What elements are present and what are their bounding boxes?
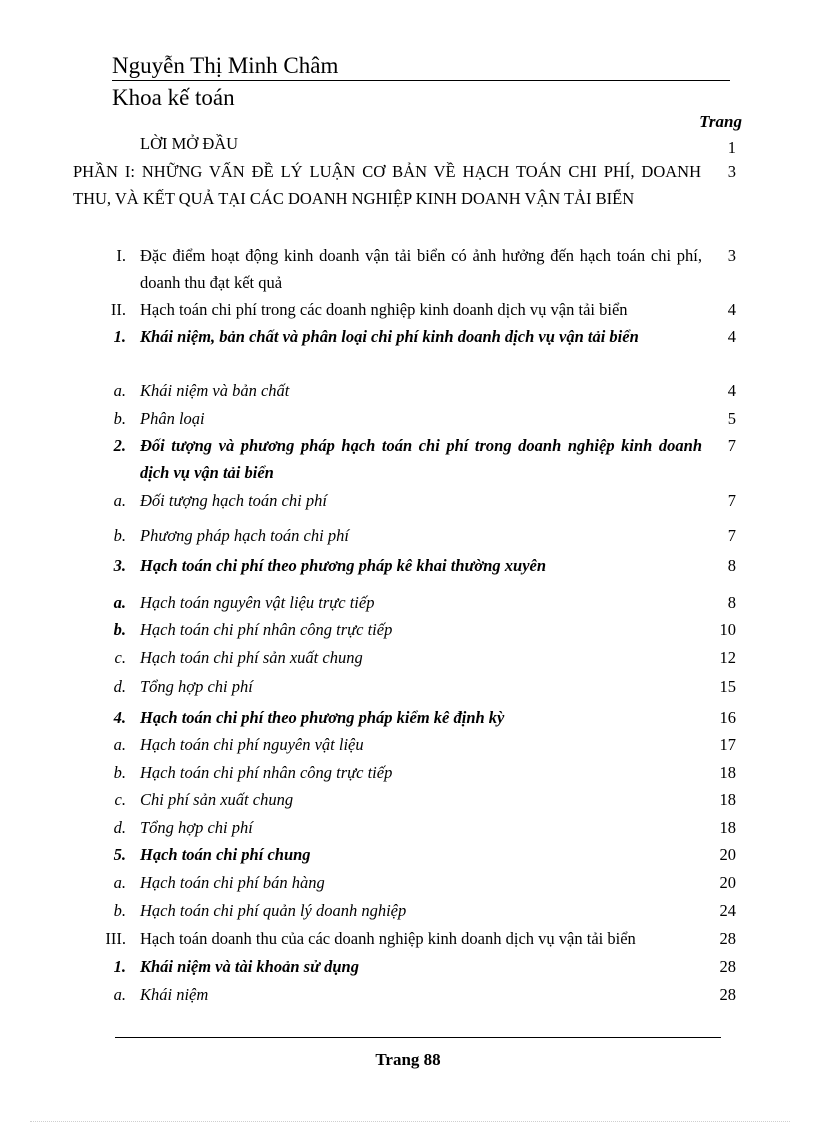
toc-entry-page: 28	[719, 985, 736, 1004]
toc-entry-number: b.	[113, 901, 126, 920]
toc-entry-text: Hạch toán chi phí sản xuất chung	[140, 648, 363, 667]
toc-entry-text: LỜI MỞ ĐẦU	[140, 134, 239, 153]
toc-entry-page: 18	[719, 763, 736, 782]
toc-entry-number: b.	[113, 409, 126, 428]
toc-entry-page: 28	[719, 929, 736, 948]
toc-entry-number: a.	[113, 735, 126, 754]
toc-entry-page: 12	[719, 648, 736, 667]
toc-entry-number: b.	[113, 526, 126, 545]
toc-entry-page: 20	[719, 845, 736, 864]
page-edge-dotted-line	[30, 1121, 790, 1122]
toc-entry-number: b.	[113, 620, 126, 639]
toc-entry-number: 3.	[113, 556, 126, 575]
author-name: Nguyễn Thị Minh Châm	[112, 53, 339, 78]
toc-entry-text: Khái niệm, bản chất và phân loại chi phí kinh doanh dịch vụ vận tải biển	[140, 327, 639, 346]
page-number: Trang 88	[375, 1050, 441, 1069]
toc-entry-text: Hạch toán chi phí theo phương pháp kiểm kê định kỳ	[140, 708, 505, 727]
toc-entry-number: II.	[110, 300, 126, 319]
toc-entry-page: 24	[719, 901, 736, 920]
toc-entry-number: c.	[114, 648, 126, 667]
toc-entry-page: 16	[719, 708, 736, 727]
toc-entry-page: 15	[719, 677, 736, 696]
toc-entry-page: 18	[719, 818, 736, 837]
page-column-label: Trang	[699, 112, 742, 131]
toc-entry-text: Hạch toán doanh thu của các doanh nghiệp kinh doanh dịch vụ vận tải biển	[140, 929, 636, 948]
toc-entry-text: Đối tượng và phương pháp hạch toán chi phí trong doanh nghiệp kinh doanh dịch vụ vận tải biển	[140, 436, 702, 482]
toc-entry-text: Hạch toán chi phí bán hàng	[140, 873, 325, 892]
toc-entry-number: c.	[114, 790, 126, 809]
faculty-name: Khoa kế toán	[112, 85, 235, 110]
toc-entry-number: 4.	[113, 708, 126, 727]
toc-entry-text: Hạch toán chi phí trong các doanh nghiệp kinh doanh dịch vụ vận tải biển	[140, 300, 628, 319]
toc-entry-page: 20	[719, 873, 736, 892]
toc-entry-page: 4	[727, 300, 736, 319]
toc-entry-text: Phương pháp hạch toán chi phí	[140, 526, 349, 545]
toc-entry-text: Khái niệm và tài khoản sử dụng	[140, 957, 359, 976]
toc-entry-text: Hạch toán chi phí theo phương pháp kê khai thường xuyên	[140, 556, 547, 575]
toc-entry-number: a.	[113, 985, 126, 1004]
toc-entry-page: 8	[727, 556, 736, 575]
toc-entry-text: Hạch toán chi phí nhân công trực tiếp	[140, 620, 393, 639]
toc-entry-text: Khái niệm và bản chất	[140, 381, 290, 400]
toc-entry-number: d.	[113, 818, 126, 837]
toc-entry-text: PHẦN I: NHỮNG VẤN ĐỀ LÝ LUẬN CƠ BẢN VỀ HẠCH TOÁN CHI PHÍ, DOANH THU, VÀ KẾT QUẢ TẠI CÁC DOANH NGHIỆP KINH DOANH VẬN TẢI BIỂN	[73, 162, 701, 208]
toc-entry-text: Chi phí sản xuất chung	[140, 790, 294, 809]
toc-entry-text: Đặc điểm hoạt động kinh doanh vận tải biển có ảnh hưởng đến hạch toán chi phí, doanh thu đạt kết quả	[140, 246, 702, 292]
toc-entry-number: 2.	[113, 436, 126, 455]
toc-entry-page: 1	[727, 138, 736, 157]
toc-entry-text: Hạch toán nguyên vật liệu trực tiếp	[140, 593, 375, 612]
toc-entry-page: 4	[727, 381, 736, 400]
toc-entry-number: a.	[113, 593, 126, 612]
toc-entry-page: 3	[727, 162, 736, 181]
toc-entry-page: 4	[727, 327, 736, 346]
toc-entry-text: Hạch toán chi phí quản lý doanh nghiệp	[140, 901, 407, 920]
toc-entry-number: b.	[113, 763, 126, 782]
toc-entry-page: 3	[727, 246, 736, 265]
toc-entry-text: Phân loại	[140, 409, 205, 428]
toc-entry-page: 5	[727, 409, 736, 428]
toc-entry-number: a.	[113, 873, 126, 892]
toc-entry-number: I.	[116, 246, 126, 265]
toc-entry-number: d.	[113, 677, 126, 696]
toc-entry-number: III.	[105, 929, 126, 948]
toc-entry-page: 17	[719, 735, 736, 754]
toc-entry-page: 7	[727, 491, 736, 510]
toc-entry-number: a.	[113, 381, 126, 400]
toc-entry-page: 8	[727, 593, 736, 612]
toc-entry-text: Tổng hợp chi phí	[140, 677, 253, 696]
toc-entry-page: 7	[727, 526, 736, 545]
toc-entry-text: Hạch toán chi phí nguyên vật liệu	[140, 735, 364, 754]
toc-entry-page: 28	[719, 957, 736, 976]
toc-entry-text: Đối tượng hạch toán chi phí	[140, 491, 327, 510]
toc-entry-page: 10	[719, 620, 736, 639]
footer-divider	[115, 1037, 721, 1038]
toc-entry-text: Hạch toán chi phí nhân công trực tiếp	[140, 763, 393, 782]
toc-entry-text: Hạch toán chi phí chung	[140, 845, 311, 864]
toc-entry-number: 1.	[113, 327, 126, 346]
toc-entry-text: Khái niệm	[140, 985, 209, 1004]
toc-entry-page: 18	[719, 790, 736, 809]
toc-entry-number: a.	[113, 491, 126, 510]
toc-entry-number: 5.	[113, 845, 126, 864]
toc-entry-page: 7	[727, 436, 736, 455]
toc-entry-number: 1.	[113, 957, 126, 976]
toc-entry-text: Tổng hợp chi phí	[140, 818, 253, 837]
